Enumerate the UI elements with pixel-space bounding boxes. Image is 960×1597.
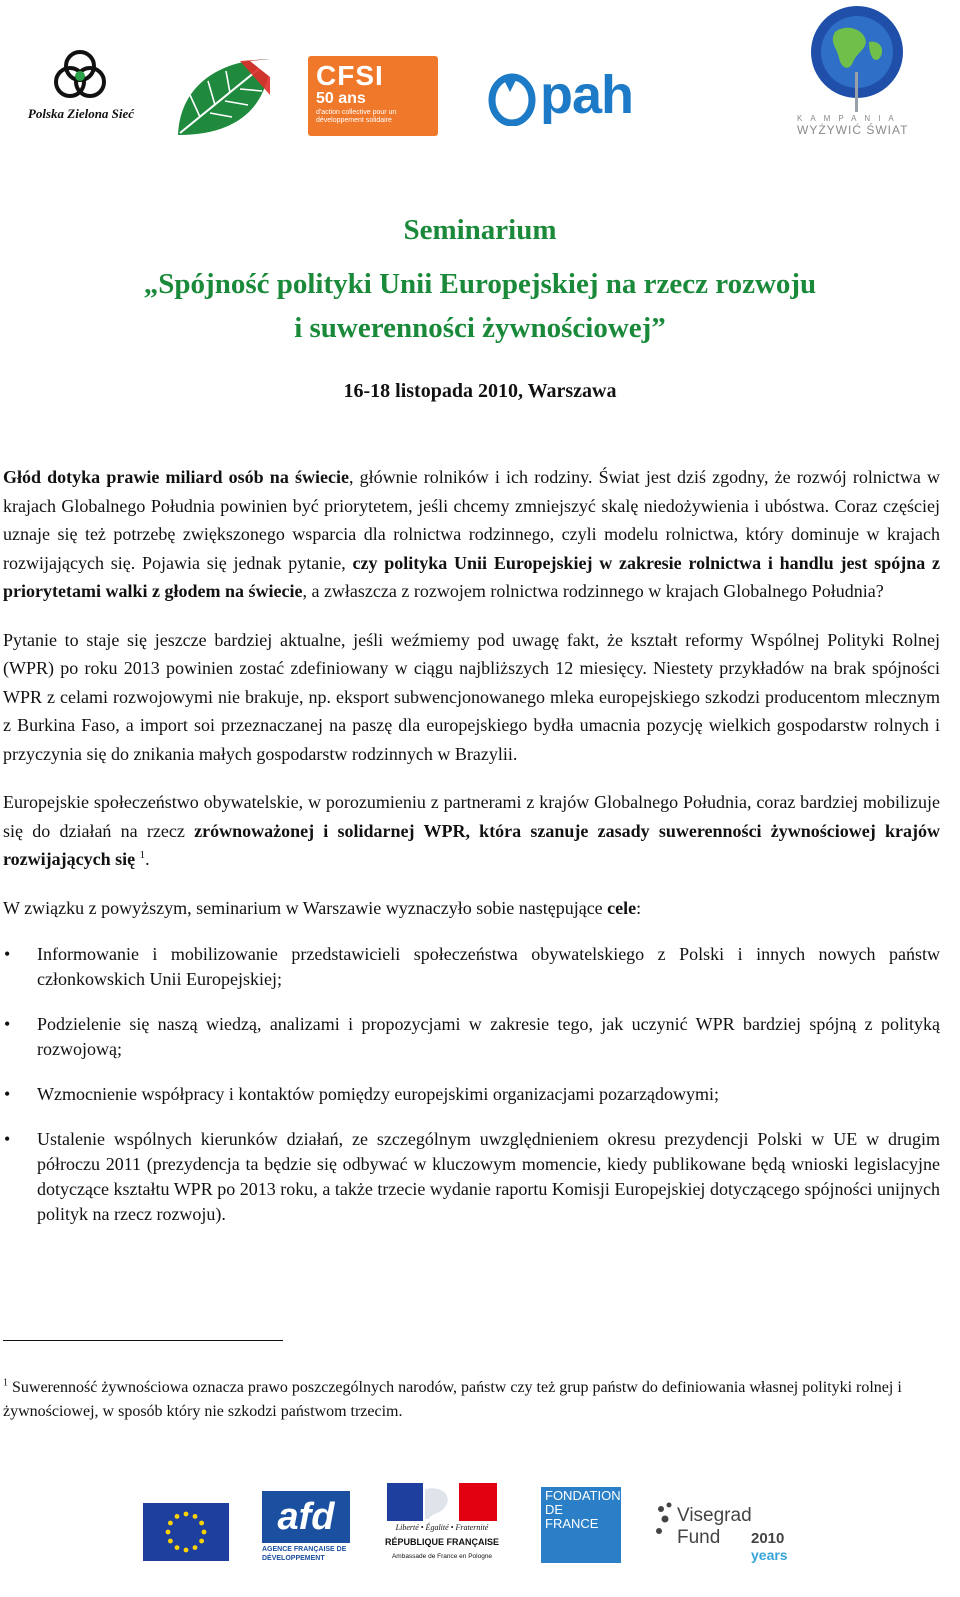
pah-text: pah <box>540 65 634 125</box>
event-date-location: 16-18 listopada 2010, Warszawa <box>343 380 617 402</box>
list-item <box>3 1082 940 1107</box>
p1-bold-2: czy polityka Unii Europejskiej w zakresie rolnictwa i handlu jest spójna z priorytetami walki z głodem na świecie <box>3 552 940 601</box>
circles-icon <box>26 48 134 104</box>
bullet-icon: • <box>4 944 11 964</box>
polska-zielona-siec-logo <box>26 48 134 128</box>
document-body <box>3 463 940 1247</box>
bullet-icon: • <box>4 1084 11 1104</box>
p3-text-2: . <box>145 849 150 869</box>
pah-mark-icon <box>488 70 540 126</box>
paragraph-2: Pytanie to staje się jeszcze bardziej aktualne, jeśli weźmiemy pod uwagę fakt, że kształt reformy Wspólnej Polityki Rolnej (WPR) po roku 2013 powinien zostać zdefiniowany w ciągu najbliższych 12 miesięcy. Niestety przykładów na brak spójności WPR z celami rozwojowymi nie brakuje, np. eksport subwencjonowanego mleka europejskiego szkodzi producentom mlecznym z Burkina Faso, a import soi przeznaczanej na paszę dla europejskiego bydła umacnia pozycję wielkich gospodarstw rolnych i przyczynia się do znikania małych gospodarstw rodzinnych w Brazylii. <box>3 629 940 764</box>
eu-flag-logo <box>143 1503 229 1561</box>
cfsi-description: d'action collective pour un développement solidaire <box>316 109 397 124</box>
paragraph-1 <box>3 463 940 606</box>
visegrad-fund-years: years <box>751 1547 788 1563</box>
p4-text-2: : <box>636 897 642 918</box>
visegrad-dots-icon <box>655 1501 677 1541</box>
footnote-text: Suwerenność żywnościowa oznacza prawo poszczególnych narodów, państw czy też grup państw do definiowania własnej polityki rolnej i żywnościowej, w sposób który nie szkodzi państwom trzecim. <box>3 1379 902 1420</box>
pzs-logo-text: Polska Zielona Sieć <box>27 106 135 121</box>
paragraph-3 <box>3 788 940 874</box>
wyzywic-swiat-label: WYŻYWIĆ ŚWIAT <box>797 123 909 137</box>
eu-stars-icon <box>143 1503 229 1561</box>
afd-name: AGENCE FRANÇAISE DE DÉVELOPPEMENT <box>262 1546 347 1562</box>
p1-text-1: , głównie rolników i ich rodziny. Świat jest dziś zgodny, że rozwój rolnictwa w krajach Globalnego Południa powinien być priorytetem, jeśli chcemy zmniejszyć skalę niedożywienia i ubóstwa. Coraz częściej uznaje się też potrzebę zwiększonego wsparcia dla rolnictwa rodzinnego, czyli modelu rolnictwa, który dominuje w krajach rozwijających się. Pojawia się jednak pytanie, <box>3 467 941 573</box>
title-topic <box>0 262 960 350</box>
list-item-text: Wzmocnienie współpracy i kontaktów pomiędzy europejskimi organizacjami pozarządowymi; <box>37 1084 719 1104</box>
footnote <box>3 1376 923 1424</box>
kampania-wyzywic-swiat-logo <box>795 2 919 140</box>
list-item <box>3 942 940 992</box>
p1-bold-1: Głód dotyka prawie miliard osób na świecie <box>3 467 349 487</box>
paragraph-4 <box>3 894 940 923</box>
document-title <box>0 210 960 350</box>
bullet-icon: • <box>4 1014 11 1034</box>
globe-icon <box>795 2 919 114</box>
republique-francaise-logo <box>383 1483 501 1571</box>
footnote-ref[interactable]: 1 <box>139 849 146 861</box>
list-item-text: Informowanie i mobilizowanie przedstawicieli społeczeństwa obywatelskiego z Polski i innych nowych państw członkowskich Unii Europejskiej; <box>37 944 940 989</box>
pah-logo <box>488 65 634 126</box>
afd-mark: afd <box>262 1491 350 1543</box>
list-item <box>3 1012 940 1062</box>
rf-ambassade: Ambassade de France en Pologne <box>391 1553 493 1560</box>
p1-text-2: , a zwłaszcza z rozwojem rolnictwa rodzinnego w krajach Globalnego Południa? <box>302 581 884 601</box>
bullet-icon: • <box>4 1129 11 1149</box>
rf-name: RÉPUBLIQUE FRANÇAISE <box>384 1537 499 1547</box>
marianne-icon <box>383 1483 501 1523</box>
visegrad-fund-logo <box>655 1497 795 1573</box>
visegrad-fund-year: 2010 <box>751 1530 785 1547</box>
p4-text-1: W związku z powyższym, seminarium w Warszawie wyznaczyło sobie następujące <box>3 897 608 918</box>
p3-bold-1: zrównoważonej i solidarnej WPR, która szanuje zasady suwerenności żywnościowej krajów rozwijających się <box>3 820 940 869</box>
footnote-divider <box>3 1340 283 1341</box>
list-item-text: Podzielenie się naszą wiedzą, analizami i propozycjami w zakresie tego, jak uczynić WPR bardziej spójną z polityką rozwojową; <box>37 1014 940 1059</box>
title-topic-line-1: „Spójność polityki Unii Europejskiej na rzecz rozwoju <box>143 268 817 300</box>
p4-bold-1: cele <box>607 897 637 918</box>
afd-logo <box>262 1491 350 1565</box>
footnote-number: 1 <box>3 1377 8 1389</box>
title-topic-line-2: i suwerenności żywnościowej” <box>294 312 666 344</box>
list-item <box>3 1127 940 1227</box>
cfsi-title: CFSI <box>316 60 384 91</box>
goals-list <box>3 942 940 1227</box>
header-logos <box>0 0 960 150</box>
rf-motto: Liberté • Égalité • Fraternité <box>395 1523 489 1532</box>
kampania-label: KAMPANIA <box>797 114 902 123</box>
cfsi-logo <box>308 56 438 136</box>
polski-klub-ekologiczny-logo <box>170 55 276 143</box>
list-item-text: Ustalenie wspólnych kierunków działań, ze szczególnym uwzględnieniem okresu prezydencji Polski w UE w drugim półroczu 2011 (prezydencja ta będzie się odbywać w kluczowym momencie, kiedy publikowane będą wnioski legislacyjne dotyczące kształtu WPR po 2013 roku, a także trzecie wydanie raportu Komisji Europejskiej dotyczącego spójności unijnych polityk na rzecz rozwoju). <box>37 1129 940 1224</box>
footer-logos <box>0 1475 960 1595</box>
p3-text-1: Europejskie społeczeństwo obywatelskie, w porozumieniu z partnerami z krajów Globalnego Południa, coraz bardziej mobilizuje się do działań na rzecz <box>3 792 940 841</box>
title-seminarium: Seminarium <box>403 214 557 246</box>
leaf-icon <box>170 55 276 143</box>
fondation-de-france-logo: FONDATION DE FRANCE <box>541 1487 621 1563</box>
visegrad-fund-name: Visegrad Fund <box>677 1505 752 1548</box>
cfsi-subtitle: 50 ans <box>316 90 366 107</box>
